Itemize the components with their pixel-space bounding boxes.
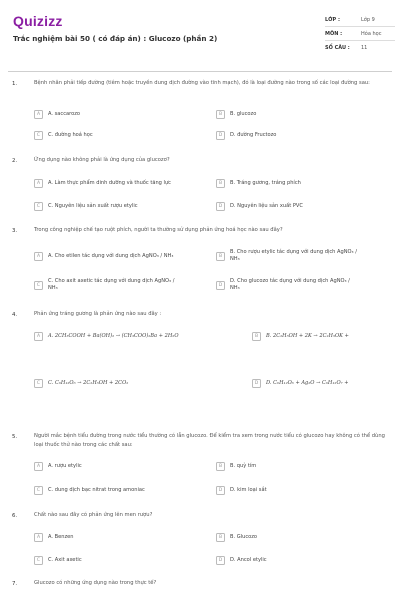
option-text: C. Axit axetic <box>48 557 82 563</box>
option-c[interactable] <box>34 276 178 294</box>
meta-grade-label: LỚP : <box>325 17 340 23</box>
meta-count-label: SỐ CÂU : <box>325 45 350 51</box>
option-a[interactable] <box>34 247 173 265</box>
question-number: 2. <box>12 158 18 164</box>
divider <box>325 40 395 41</box>
option-letter: B <box>216 533 225 542</box>
question-number: 3. <box>12 228 18 234</box>
option-text: D. Cho glucozo tác dụng với dung dịch AgNO₃ / NH₃ <box>230 277 350 291</box>
quizizz-logo: Quizizz <box>13 13 63 29</box>
option-c[interactable] <box>34 554 82 566</box>
question-number: 5. <box>12 434 18 440</box>
option-letter: C <box>34 486 43 495</box>
option-c[interactable] <box>34 200 138 212</box>
question-text: Người mắc bệnh tiểu đường trong nước tiểu thường có lẫn glucozo. Để kiểm tra xem trong nước tiểu có glucozo hay không có thể dùng loại thuốc thử nào trong các chất sau: <box>34 433 385 448</box>
option-letter: A <box>34 533 43 542</box>
option-text: D. kim loại sắt <box>230 487 267 493</box>
option-a[interactable] <box>34 177 171 189</box>
option-letter: A <box>34 179 43 188</box>
option-text: A. Làm thực phẩm dinh dưỡng và thuốc tăng lực <box>48 180 171 186</box>
option-letter: C <box>34 131 43 140</box>
page-title: Trắc nghiệm bài 50 ( có đáp án) : Glucozo (phần 2) <box>13 34 218 43</box>
option-d[interactable] <box>216 276 360 294</box>
option-a[interactable] <box>34 108 80 120</box>
option-b[interactable] <box>216 108 256 120</box>
option-letter: B <box>252 332 261 341</box>
option-text: A. Benzen <box>48 534 74 540</box>
question-number: 1. <box>12 81 18 87</box>
option-letter: B <box>216 179 225 188</box>
option-text: C. Nguyên liệu sản xuất rượu etylic <box>48 203 138 209</box>
option-letter: D <box>216 486 225 495</box>
option-text: B. Tráng gương, tráng phích <box>230 180 301 186</box>
option-text: C. C₆H₁₂O₆ → 2C₂H₅OH + 2CO₂ <box>48 380 129 386</box>
option-letter: C <box>34 379 43 388</box>
option-text: A. 2CH₃COOH + Ba(OH)₂ → (CH₃COO)₂Ba + 2H₂O <box>48 333 179 339</box>
option-text: B. 2C₂H₅OH + 2K → 2C₂H₅OK + <box>266 333 349 339</box>
option-d[interactable] <box>216 200 303 212</box>
option-c[interactable] <box>34 377 128 389</box>
option-b[interactable] <box>216 177 301 189</box>
option-text: C. Cho axit axetic tác dụng với dung dịch AgNO₃ / NH₃ <box>48 277 175 291</box>
option-text: C. dung dịch bạc nitrat trong amoniac <box>48 487 145 493</box>
question-number: 6. <box>12 513 18 519</box>
option-letter: D <box>216 556 225 565</box>
option-text: D. Ancol etylic <box>230 557 267 563</box>
option-letter: D <box>216 281 225 290</box>
option-b[interactable] <box>216 247 360 265</box>
option-letter: C <box>34 556 43 565</box>
question-text: Phản ứng tráng gương là phản ứng nào sau đây : <box>34 311 162 317</box>
option-letter: D <box>216 131 225 140</box>
option-text: B. glucozo <box>230 111 257 117</box>
option-text: D. C₆H₁₂O₆ + Ag₂O → C₆H₁₂O₇ + <box>266 380 349 386</box>
option-d[interactable] <box>252 377 349 389</box>
option-text: D. đường Fructozo <box>230 132 277 138</box>
option-text: A. saccarozo <box>48 111 81 117</box>
option-a[interactable] <box>34 531 74 543</box>
option-b[interactable] <box>252 330 349 342</box>
option-text: A. Cho etilen tác dụng với dung dịch AgNO₃ / NH₃ <box>48 253 174 259</box>
option-letter: B <box>216 252 225 261</box>
question-number: 4. <box>12 312 18 318</box>
option-letter: B <box>216 110 225 119</box>
option-letter: A <box>34 252 43 261</box>
option-b[interactable] <box>216 531 257 543</box>
option-d[interactable] <box>216 484 267 496</box>
option-letter: A <box>34 110 43 119</box>
worksheet-header <box>0 0 400 68</box>
divider <box>325 26 395 27</box>
option-text: B. quỳ tím <box>230 463 257 469</box>
option-c[interactable] <box>34 484 145 496</box>
option-c[interactable] <box>34 129 93 141</box>
option-text: C. đường hoá học <box>48 132 93 138</box>
question-text: Chất nào sau đây có phản ứng lên men rượu? <box>34 512 153 518</box>
question-text: Trong công nghiệp chế tạo ruột phích, người ta thường sử dụng phản ứng hoá học nào sau đây? <box>34 227 283 233</box>
meta-count-value: 11 <box>361 45 368 51</box>
option-letter: C <box>34 202 43 211</box>
header-divider <box>8 71 392 72</box>
meta-subject-label: MÔN : <box>325 31 343 37</box>
option-b[interactable] <box>216 460 256 472</box>
option-letter: D <box>216 202 225 211</box>
option-d[interactable] <box>216 554 267 566</box>
option-letter: D <box>252 379 261 388</box>
option-letter: C <box>34 281 43 290</box>
option-text: B. Glucozo <box>230 534 258 540</box>
question-text: Bệnh nhân phải tiếp đường (tiêm hoặc truyền dung dịch đường vào tĩnh mạch), đó là loại đường nào trong số các loại đường sau: <box>34 80 370 86</box>
meta-subject-value: Hóa học <box>361 31 382 37</box>
option-letter: A <box>34 462 43 471</box>
option-a[interactable] <box>34 330 179 342</box>
meta-grade-value: Lớp 9 <box>361 17 375 23</box>
option-d[interactable] <box>216 129 276 141</box>
question-text: Glucozo có những ứng dụng nào trong thực tế? <box>34 580 157 586</box>
option-text: D. Nguyên liệu sản xuất PVC <box>230 203 303 209</box>
option-letter: B <box>216 462 225 471</box>
option-letter: A <box>34 332 43 341</box>
option-text: A. rượu etylic <box>48 463 82 469</box>
option-a[interactable] <box>34 460 82 472</box>
option-text: B. Cho rượu etylic tác dụng với dung dịch AgNO₃ / NH₃ <box>230 248 357 262</box>
question-number: 7. <box>12 581 18 587</box>
question-text: Ứng dụng nào không phải là ứng dụng của glucozơ? <box>34 157 170 163</box>
